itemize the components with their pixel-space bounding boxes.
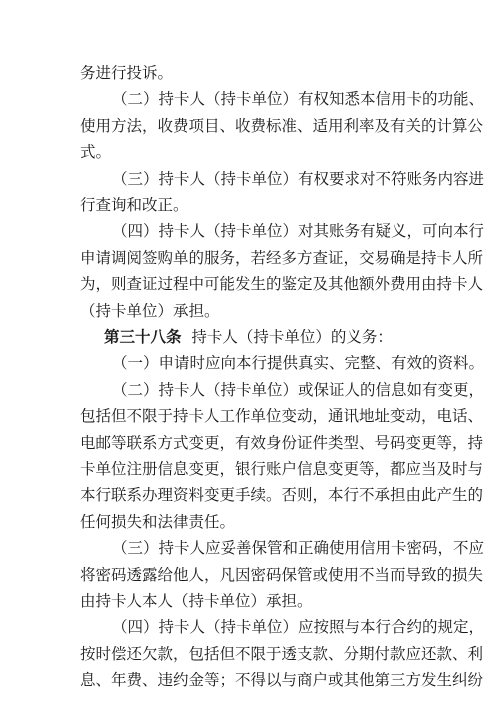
paragraph-line: （二）持卡人（持卡单位）或保证人的信息如有变更， [112, 380, 485, 399]
paragraph-line: 务进行投诉。 [80, 64, 174, 82]
paragraph-line: 包括但不限于持卡人工作单位变动，通讯地址变动，电话、 [80, 407, 484, 426]
paragraph-line: 将密码透露给他人，凡因密码保管或使用不当而导致的损失 [80, 565, 484, 584]
paragraph-line: 行查询和改正。 [80, 196, 189, 214]
paragraph-line: 为，则查证过程中可能发生的鉴定及其他额外费用由持卡人 [80, 275, 484, 294]
paragraph-line: （四）持卡人（持卡单位）应按照与本行合约的规定， [112, 618, 485, 637]
paragraph-line: （持卡单位）承担。 [80, 301, 220, 320]
paragraph-line: 电邮等联系方式变更，有效身份证件类型、号码变更等，持 [80, 433, 484, 452]
paragraph-line: （二）持卡人（持卡单位）有权知悉本信用卡的功能、 [112, 90, 485, 109]
paragraph-line: 使用方法，收费项目、收费标准、适用利率及有关的计算公 [80, 116, 484, 135]
article-number: 第三十八条 [104, 327, 182, 346]
paragraph-line: 本行联系办理资料变更手续。否则，本行不承担由此产生的 [80, 486, 484, 505]
paragraph-line: 申请调阅签购单的服务，若经多方查证，交易确是持卡人所 [80, 248, 484, 267]
article-heading [104, 327, 424, 347]
paragraph-line: （四）持卡人（持卡单位）对其账务有疑义，可向本行 [112, 222, 485, 241]
paragraph-line: （三）持卡人（持卡单位）有权要求对不符账务内容进 [112, 169, 485, 188]
article-title: 持卡人（持卡单位）的义务： [191, 328, 393, 346]
paragraph-line: 由持卡人本人（持卡单位）承担。 [80, 592, 313, 610]
paragraph-line: 式。 [80, 143, 112, 162]
paragraph-line: 按时偿还欠款，包括但不限于透支款、分期付款应还款、利 [80, 644, 484, 663]
paragraph-line: （一）申请时应向本行提供真实、完整、有效的资料。 [112, 354, 485, 373]
paragraph-line: 卡单位注册信息变更，银行账户信息变更等，都应当及时与 [80, 460, 484, 478]
paragraph-line: （三）持卡人应妥善保管和正确使用信用卡密码，不应 [112, 539, 485, 558]
paragraph-line: 息、年费、违约金等；不得以与商户或其他第三方发生纠纷 [80, 671, 484, 690]
paragraph-line: 任何损失和法律责任。 [80, 512, 236, 531]
